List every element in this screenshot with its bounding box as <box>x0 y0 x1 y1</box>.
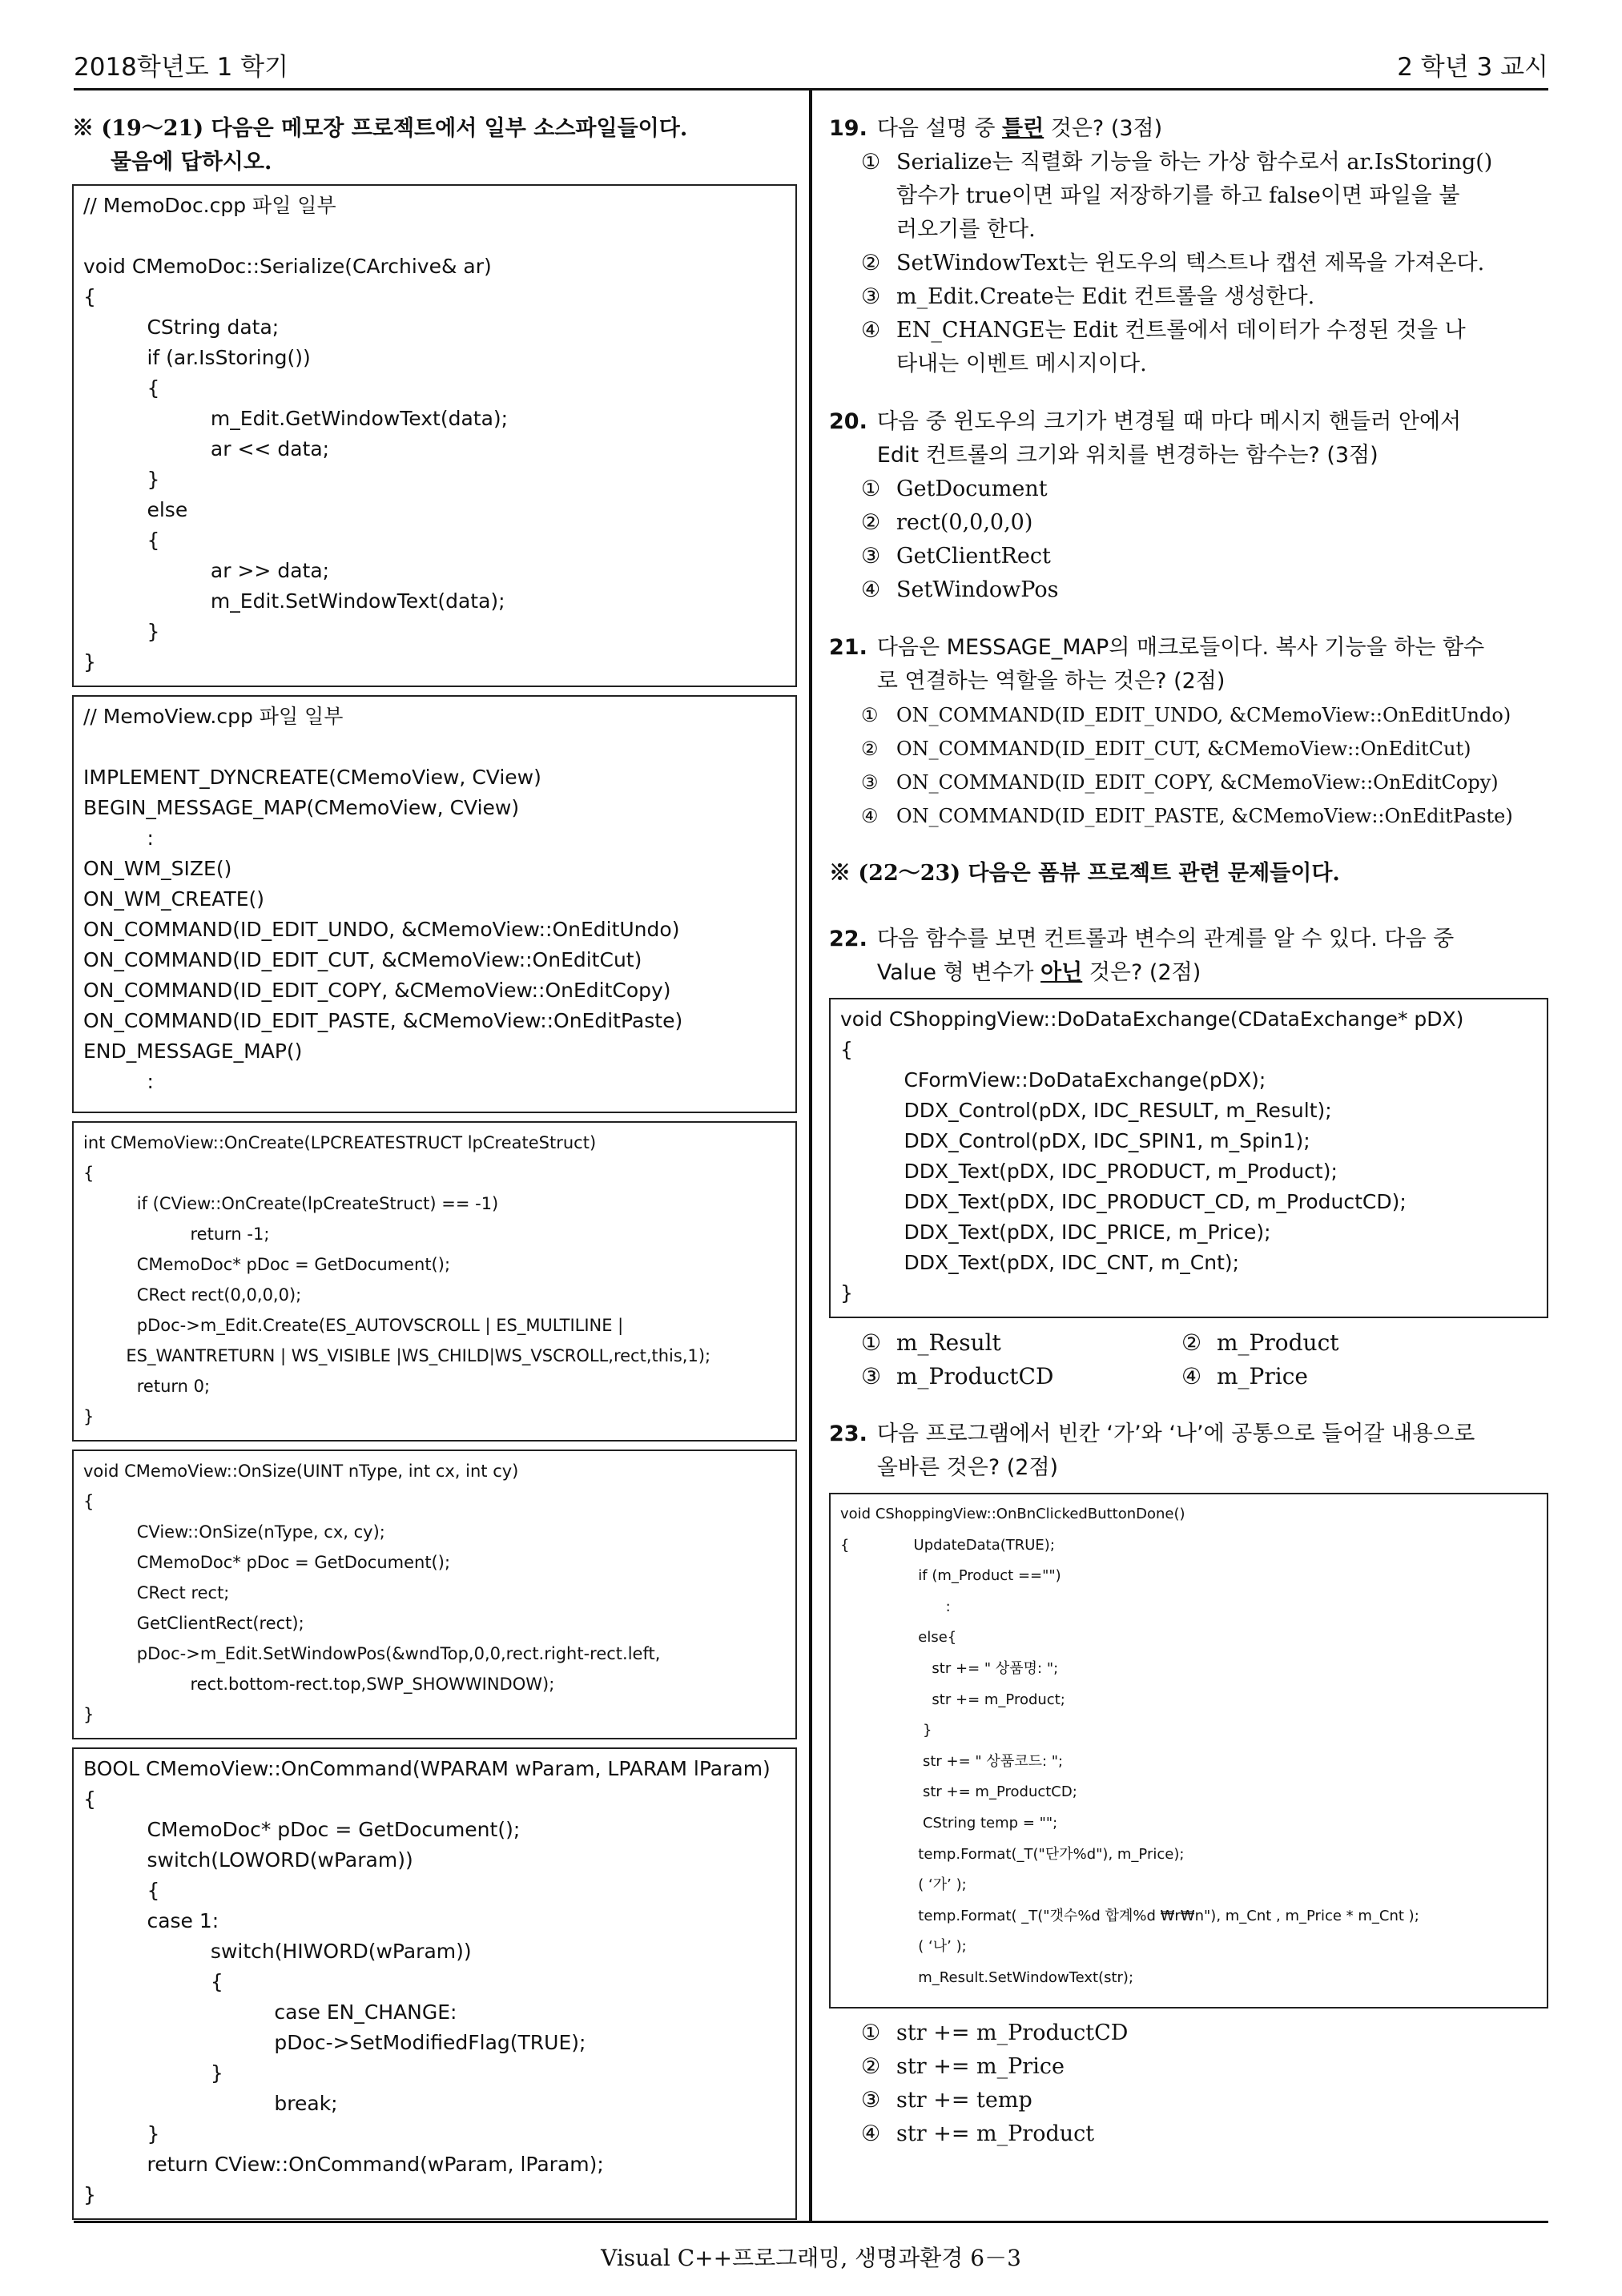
code-line <box>83 732 787 762</box>
option-marker: ③ <box>861 544 881 569</box>
code-line: { <box>83 529 160 552</box>
option-1 <box>829 2017 1548 2050</box>
question-text <box>877 405 1548 472</box>
option-4 <box>829 573 1548 607</box>
question-20 <box>829 405 1548 607</box>
code-line: CView::OnSize(nType, cx, cy); <box>83 1522 385 1542</box>
code-line: : <box>83 1070 154 1093</box>
code-line: // MemoDoc.cpp 파일 일부 <box>83 194 336 217</box>
code-line: CRect rect(0,0,0,0); <box>83 1285 302 1305</box>
code-line: } <box>83 1705 95 1724</box>
stem-line: 로 연결하는 역할을 하는 것은? (2점) <box>876 669 1226 694</box>
code-line: { <box>83 285 96 308</box>
code-line: CMemoDoc* pDoc = GetDocument(); <box>83 1553 451 1572</box>
code-line: } <box>83 620 160 643</box>
code-line <box>83 221 787 251</box>
option-3 <box>829 766 1548 799</box>
code-box-memodoc-serialize <box>72 184 797 687</box>
code-line: { <box>83 1787 96 1811</box>
code-line: CFormView::DoDataExchange(pDX); <box>840 1068 1266 1092</box>
option-marker: ④ <box>861 318 881 343</box>
option-marker: ③ <box>861 284 881 309</box>
option-3 <box>861 1360 1181 1393</box>
code-line: DDX_Text(pDX, IDC_PRODUCT_CD, m_ProductCD); <box>840 1190 1407 1213</box>
code-line: CMemoDoc* pDoc = GetDocument(); <box>83 1255 451 1274</box>
option-2 <box>829 732 1548 766</box>
stem-post: 것은? (3점) <box>1044 116 1163 141</box>
option-2 <box>829 2050 1548 2084</box>
option-4 <box>829 314 1548 381</box>
option-line: SetWindowText는 윈도우의 텍스트나 캡션 제목을 가져온다. <box>896 251 1485 275</box>
option-marker: ④ <box>1181 1363 1202 1389</box>
code-line: IMPLEMENT_DYNCREATE(CMemoView, CView) <box>83 766 541 789</box>
code-box-onbnclicked <box>829 1493 1548 2008</box>
option-line: Serialize는 직렬화 기능을 하는 가상 함수로서 ar.IsStoring() <box>896 150 1493 175</box>
option-4 <box>829 2117 1548 2151</box>
code-line: } <box>840 1722 932 1739</box>
option-4 <box>1181 1360 1502 1393</box>
code-line: ( ‘가’ ); <box>840 1876 967 1894</box>
question-number: 19. <box>829 116 867 141</box>
question-number: 23. <box>829 1421 867 1446</box>
code-line: { <box>840 1038 853 1061</box>
question-23 <box>829 1417 1548 2151</box>
code-line: DDX_Control(pDX, IDC_RESULT, m_Result); <box>840 1099 1332 1122</box>
code-line: GetClientRect(rect); <box>83 1614 304 1633</box>
code-line: { <box>83 1492 95 1511</box>
option-marker: ① <box>861 1329 882 1356</box>
option-2 <box>1181 1326 1502 1360</box>
option-text: ON_COMMAND(ID_EDIT_PASTE, &CMemoView::OnEditPaste) <box>896 805 1513 827</box>
option-text <box>896 280 1548 314</box>
code-line: m_Edit.SetWindowText(data); <box>83 589 505 613</box>
code-line: return 0; <box>83 1377 211 1396</box>
option-text: m_Product <box>1217 1329 1339 1356</box>
code-line: } <box>83 2061 223 2085</box>
option-text: str += m_ProductCD <box>896 2021 1129 2045</box>
code-line: ON_WM_SIZE() <box>83 857 232 880</box>
option-1 <box>861 1326 1181 1360</box>
option-line: m_Edit.Create는 Edit 컨트롤을 생성한다. <box>896 284 1315 309</box>
stem-post: 것은? (2점) <box>1082 960 1201 985</box>
stem-line <box>877 956 1548 990</box>
question-21-stem <box>829 631 1548 698</box>
option-text: GetDocument <box>896 476 1048 501</box>
code-line: } <box>83 650 96 674</box>
code-line: } <box>840 1281 853 1305</box>
code-line: DDX_Text(pDX, IDC_PRICE, m_Price); <box>840 1220 1271 1244</box>
code-line: CString temp = ""; <box>840 1814 1058 1832</box>
code-line: else{ <box>840 1629 957 1647</box>
code-line: ON_COMMAND(ID_EDIT_UNDO, &CMemoView::OnEditUndo) <box>83 918 680 941</box>
code-line: { <box>83 1879 160 1902</box>
option-marker: ④ <box>861 805 879 827</box>
option-marker: ③ <box>861 2088 881 2113</box>
option-marker: ① <box>861 2021 881 2045</box>
footer-course-page: Visual C++프로그래밍, 생명과환경 6－3 <box>601 2245 1021 2271</box>
code-line: if (CView::OnCreate(lpCreateStruct) == -1) <box>83 1194 499 1213</box>
option-text: str += m_Price <box>896 2054 1065 2079</box>
code-line: m_Edit.GetWindowText(data); <box>83 407 509 430</box>
option-marker: ③ <box>861 1363 882 1389</box>
option-marker: ② <box>861 510 881 535</box>
option-marker: ④ <box>861 2121 881 2146</box>
option-3 <box>829 540 1548 573</box>
question-19 <box>829 112 1548 381</box>
code-line: switch(LOWORD(wParam)) <box>83 1848 413 1872</box>
code-line: return -1; <box>83 1224 270 1244</box>
option-3 <box>829 280 1548 314</box>
option-3 <box>829 2084 1548 2117</box>
code-line: } <box>83 1407 95 1426</box>
code-line: void CShoppingView::OnBnClickedButtonDone() <box>840 1506 1185 1522</box>
code-line: BOOL CMemoView::OnCommand(WPARAM wParam, LPARAM lParam) <box>83 1757 771 1780</box>
option-text: rect(0,0,0,0) <box>896 510 1033 535</box>
option-1 <box>829 472 1548 506</box>
code-line: str += m_Product; <box>840 1691 1065 1708</box>
header-semester: 2018학년도 1 학기 <box>74 53 289 82</box>
question-text <box>877 112 1548 146</box>
stem-underlined: 아닌 <box>1040 960 1083 985</box>
code-line: } <box>83 2183 96 2206</box>
stem-line: Edit 컨트롤의 크기와 위치를 변경하는 함수는? (3점) <box>876 443 1378 468</box>
code-line: void CShoppingView::DoDataExchange(CDataExchange* pDX) <box>840 1007 1464 1031</box>
option-text: ON_COMMAND(ID_EDIT_COPY, &CMemoView::OnEditCopy) <box>896 771 1499 794</box>
option-text: m_ProductCD <box>896 1363 1054 1389</box>
code-line: DDX_Text(pDX, IDC_PRODUCT, m_Product); <box>840 1160 1338 1183</box>
code-line: else <box>83 498 188 521</box>
question-22 <box>829 923 1548 1393</box>
option-marker: ② <box>861 251 881 275</box>
option-text: m_Price <box>1217 1363 1308 1389</box>
question-22-stem <box>829 923 1548 990</box>
code-line: ON_COMMAND(ID_EDIT_CUT, &CMemoView::OnEditCut) <box>83 948 642 971</box>
option-marker: ② <box>861 2054 881 2079</box>
option-line: EN_CHANGE는 Edit 컨트롤에서 데이터가 수정된 것을 나 <box>896 318 1466 343</box>
option-text <box>896 247 1548 280</box>
code-box-memoview-messagemap <box>72 695 797 1113</box>
code-line: // MemoView.cpp 파일 일부 <box>83 705 344 728</box>
option-text: ON_COMMAND(ID_EDIT_UNDO, &CMemoView::OnEditUndo) <box>896 704 1511 726</box>
stem-line: 올바른 것은? (2점) <box>876 1455 1059 1480</box>
code-line: int CMemoView::OnCreate(LPCREATESTRUCT lpCreateStruct) <box>83 1133 597 1152</box>
code-line: pDoc->m_Edit.SetWindowPos(&wndTop,0,0,rect.right-rect.left, <box>83 1644 661 1663</box>
code-line: END_MESSAGE_MAP() <box>83 1039 303 1063</box>
stem-line: 다음 프로그램에서 빈칸 ‘가’와 ‘나’에 공통으로 들어갈 내용으로 <box>876 1421 1475 1446</box>
code-line: rect.bottom-rect.top,SWP_SHOWWINDOW); <box>83 1675 555 1694</box>
code-line: if (ar.IsStoring()) <box>83 346 311 369</box>
code-line: str += m_ProductCD; <box>840 1783 1077 1801</box>
question-text <box>877 923 1548 990</box>
stem-line: 다음 함수를 보면 컨트롤과 변수의 관계를 알 수 있다. 다음 중 <box>876 927 1455 951</box>
note-line-2: 물음에 답하시오. <box>111 150 272 175</box>
code-line: pDoc->SetModifiedFlag(TRUE); <box>83 2031 586 2054</box>
code-line: pDoc->m_Edit.Create(ES_AUTOVSCROLL | ES_MULTILINE | <box>83 1316 624 1335</box>
code-line: { <box>83 376 160 400</box>
code-line: } <box>83 2122 160 2145</box>
code-line: ON_WM_CREATE() <box>83 887 265 911</box>
footer-rule <box>74 2221 1548 2223</box>
option-text <box>896 146 1548 247</box>
code-line: { <box>83 1970 223 1993</box>
option-text <box>896 314 1548 381</box>
options-grid <box>829 1326 1548 1393</box>
code-line: ar << data; <box>83 437 330 460</box>
option-1 <box>829 698 1548 732</box>
code-line: ON_COMMAND(ID_EDIT_PASTE, &CMemoView::OnEditPaste) <box>83 1009 683 1032</box>
option-line: 타내는 이벤트 메시지이다. <box>896 352 1147 376</box>
option-1 <box>829 146 1548 247</box>
question-text <box>877 631 1548 698</box>
question-20-stem <box>829 405 1548 472</box>
question-21 <box>829 631 1548 833</box>
code-line: str += " 상품코드: "; <box>840 1752 1064 1770</box>
option-marker: ③ <box>861 771 879 794</box>
code-line: ar >> data; <box>83 559 330 582</box>
stem-underlined: 틀린 <box>1002 116 1044 141</box>
code-line: void CMemoView::OnSize(UINT nType, int cx, int cy) <box>83 1462 519 1481</box>
code-line: DDX_Text(pDX, IDC_CNT, m_Cnt); <box>840 1251 1240 1274</box>
question-19-stem <box>829 112 1548 146</box>
code-box-oncreate <box>72 1121 797 1442</box>
code-box-onsize <box>72 1450 797 1739</box>
stem-line: 다음 중 윈도우의 크기가 변경될 때 마다 메시지 핸들러 안에서 <box>876 409 1462 434</box>
code-line: } <box>83 468 160 491</box>
code-line: temp.Format( _T("갯수%d 합계%d ₩r₩n"), m_Cnt , m_Price * m_Cnt ); <box>840 1907 1419 1924</box>
question-number: 20. <box>829 409 867 434</box>
section-note-22-23: ※ (22～23) 다음은 폼뷰 프로젝트 관련 문제들이다. <box>829 861 1340 886</box>
option-marker: ① <box>861 476 881 501</box>
option-text: str += temp <box>896 2088 1032 2113</box>
note-line-1: ※ (19～21) 다음은 메모장 프로젝트에서 일부 소스파일들이다. <box>72 116 688 141</box>
code-line: CRect rect; <box>83 1583 230 1602</box>
option-text: SetWindowPos <box>896 577 1059 602</box>
option-line: 러오기를 한다. <box>896 217 1036 242</box>
code-line: case 1: <box>83 1909 219 1932</box>
code-line: temp.Format(_T("단가%d"), m_Price); <box>840 1845 1185 1863</box>
header-grade-period: 2 학년 3 교시 <box>1397 53 1548 82</box>
code-box-dodataexchange <box>829 998 1548 1318</box>
stem-line: 다음은 MESSAGE_MAP의 매크로들이다. 복사 기능을 하는 함수 <box>876 635 1485 660</box>
code-line: switch(HIWORD(wParam)) <box>83 1940 472 1963</box>
option-marker: ② <box>861 738 879 760</box>
option-text: m_Result <box>896 1329 1001 1356</box>
option-marker: ② <box>1181 1329 1202 1356</box>
question-text <box>877 1417 1548 1485</box>
code-line: m_Result.SetWindowText(str); <box>840 1968 1134 1986</box>
code-line: CMemoDoc* pDoc = GetDocument(); <box>83 1818 521 1841</box>
option-marker: ④ <box>861 577 881 602</box>
question-number: 21. <box>829 635 867 660</box>
code-line: ( ‘나’ ); <box>840 1938 967 1956</box>
option-line: 함수가 true이면 파일 저장하기를 하고 false이면 파일을 불 <box>896 183 1460 208</box>
stem-pre: 다음 설명 중 <box>876 116 1003 141</box>
code-line: if (m_Product =="") <box>840 1567 1061 1585</box>
code-line: { UpdateData(TRUE); <box>840 1536 1055 1554</box>
code-line: case EN_CHANGE: <box>83 2000 457 2024</box>
code-line: ES_WANTRETURN | WS_VISIBLE |WS_CHILD|WS_VSCROLL,rect,this,1); <box>83 1346 711 1365</box>
code-line: DDX_Control(pDX, IDC_SPIN1, m_Spin1); <box>840 1129 1310 1152</box>
stem-pre: Value 형 변수가 <box>876 960 1041 985</box>
option-2 <box>829 506 1548 540</box>
code-line: break; <box>83 2092 338 2115</box>
code-line: str += " 상품명: "; <box>840 1659 1059 1677</box>
code-box-oncommand <box>72 1747 797 2220</box>
code-line: void CMemoDoc::Serialize(CArchive& ar) <box>83 255 492 278</box>
code-line: return CView::OnCommand(wParam, lParam); <box>83 2153 604 2176</box>
option-text: ON_COMMAND(ID_EDIT_CUT, &CMemoView::OnEditCut) <box>896 738 1471 760</box>
right-column <box>829 112 1548 2175</box>
option-text: GetClientRect <box>896 544 1051 569</box>
option-2 <box>829 247 1548 280</box>
code-line: ON_COMMAND(ID_EDIT_COPY, &CMemoView::OnEditCopy) <box>83 979 671 1002</box>
code-line: CString data; <box>83 316 280 339</box>
question-number: 22. <box>829 927 867 951</box>
left-column <box>72 112 797 2228</box>
column-divider <box>809 90 812 2221</box>
code-line: { <box>83 1164 95 1183</box>
option-marker: ① <box>861 150 881 175</box>
code-line: BEGIN_MESSAGE_MAP(CMemoView, CView) <box>83 796 520 819</box>
option-4 <box>829 799 1548 833</box>
code-line: : <box>83 826 154 850</box>
option-text: str += m_Product <box>896 2121 1095 2146</box>
option-marker: ① <box>861 704 879 726</box>
question-23-stem <box>829 1417 1548 1485</box>
section-note-19-21 <box>72 112 797 179</box>
code-line: : <box>840 1598 951 1615</box>
